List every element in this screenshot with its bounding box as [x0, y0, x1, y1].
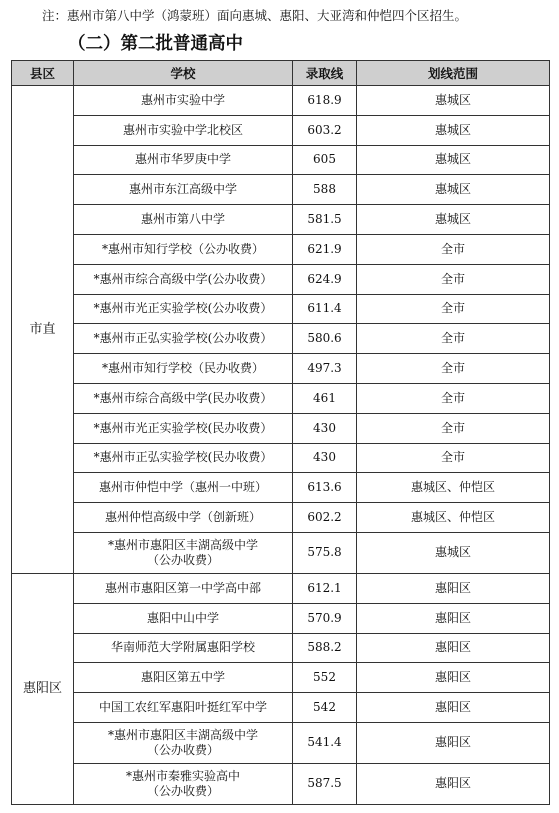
table-row [12, 763, 550, 804]
range-cell: 全市 [357, 234, 550, 264]
score-cell: 497.3 [293, 354, 357, 384]
school-cell: 惠阳中山中学 [74, 603, 293, 633]
table-row [12, 503, 550, 533]
table-row [12, 413, 550, 443]
range-cell: 全市 [357, 383, 550, 413]
school-cell: 华南师范大学附属惠阳学校 [74, 633, 293, 663]
county-cell: 市直 [12, 86, 74, 574]
range-cell: 惠阳区 [357, 603, 550, 633]
table-row [12, 573, 550, 603]
range-cell: 全市 [357, 264, 550, 294]
score-cell: 575.8 [293, 532, 357, 573]
admission-table [11, 60, 550, 805]
header-range: 划线范围 [357, 61, 550, 86]
range-cell: 惠城区 [357, 115, 550, 145]
score-cell: 618.9 [293, 86, 357, 116]
table-row [12, 205, 550, 235]
score-cell: 430 [293, 413, 357, 443]
school-cell: 惠州市仲恺中学（惠州一中班） [74, 473, 293, 503]
score-cell: 621.9 [293, 234, 357, 264]
table-row [12, 115, 550, 145]
county-cell: 惠阳区 [12, 573, 74, 804]
range-cell: 惠城区 [357, 175, 550, 205]
range-cell: 惠阳区 [357, 722, 550, 763]
table-row [12, 383, 550, 413]
score-cell: 612.1 [293, 573, 357, 603]
table-row [12, 603, 550, 633]
table-row [12, 145, 550, 175]
score-cell: 541.4 [293, 722, 357, 763]
table-header-row [12, 61, 550, 86]
range-cell: 全市 [357, 413, 550, 443]
table-row [12, 86, 550, 116]
table-body [12, 86, 550, 805]
table-row [12, 264, 550, 294]
school-cell: 惠州市惠阳区第一中学高中部 [74, 573, 293, 603]
score-cell: 624.9 [293, 264, 357, 294]
school-cell: *惠州市综合高级中学(民办收费） [74, 383, 293, 413]
school-cell: 惠阳区第五中学 [74, 663, 293, 693]
range-cell: 惠城区 [357, 145, 550, 175]
score-cell: 602.2 [293, 503, 357, 533]
range-cell: 惠阳区 [357, 573, 550, 603]
school-cell: *惠州市光正实验学校(公办收费） [74, 294, 293, 324]
school-cell: 惠州市实验中学 [74, 86, 293, 116]
header-score: 录取线 [293, 61, 357, 86]
table-row [12, 532, 550, 573]
school-cell: 惠州市东江高级中学 [74, 175, 293, 205]
range-cell: 全市 [357, 294, 550, 324]
range-cell: 惠阳区 [357, 693, 550, 723]
range-cell: 惠城区 [357, 86, 550, 116]
table-row [12, 354, 550, 384]
school-cell: *惠州市正弘实验学校(公办收费） [74, 324, 293, 354]
score-cell: 461 [293, 383, 357, 413]
score-cell: 581.5 [293, 205, 357, 235]
score-cell: 611.4 [293, 294, 357, 324]
table-row [12, 693, 550, 723]
range-cell: 惠城区 [357, 532, 550, 573]
school-cell: *惠州市知行学校（民办收费） [74, 354, 293, 384]
table-row [12, 663, 550, 693]
score-cell: 570.9 [293, 603, 357, 633]
score-cell: 588 [293, 175, 357, 205]
table-row [12, 234, 550, 264]
range-cell: 惠阳区 [357, 763, 550, 804]
school-cell: *惠州市光正实验学校(民办收费） [74, 413, 293, 443]
school-cell: *惠州市综合高级中学(公办收费） [74, 264, 293, 294]
score-cell: 430 [293, 443, 357, 473]
table-row [12, 443, 550, 473]
table-row [12, 722, 550, 763]
school-cell: 惠州市第八中学 [74, 205, 293, 235]
range-cell: 全市 [357, 354, 550, 384]
score-cell: 542 [293, 693, 357, 723]
school-cell: 惠州市实验中学北校区 [74, 115, 293, 145]
range-cell: 全市 [357, 443, 550, 473]
range-cell: 全市 [357, 324, 550, 354]
table-row [12, 175, 550, 205]
school-cell: *惠州市惠阳区丰湖高级中学 （公办收费） [74, 722, 293, 763]
range-cell: 惠城区 [357, 205, 550, 235]
table-row [12, 473, 550, 503]
school-cell: *惠州市惠阳区丰湖高级中学 （公办收费） [74, 532, 293, 573]
section-heading: （二）第二批普通高中 [68, 34, 243, 54]
school-cell: *惠州市秦雅实验高中 （公办收费） [74, 763, 293, 804]
school-cell: 惠州仲恺高级中学（创新班） [74, 503, 293, 533]
score-cell: 613.6 [293, 473, 357, 503]
header-school: 学校 [74, 61, 293, 86]
score-cell: 580.6 [293, 324, 357, 354]
range-cell: 惠阳区 [357, 663, 550, 693]
table-row [12, 294, 550, 324]
school-cell: *惠州市知行学校（公办收费） [74, 234, 293, 264]
admission-note: 注：惠州市第八中学（鸿蒙班）面向惠城、惠阳、大亚湾和仲恺四个区招生。 [42, 8, 468, 23]
score-cell: 605 [293, 145, 357, 175]
score-cell: 588.2 [293, 633, 357, 663]
range-cell: 惠城区、仲恺区 [357, 473, 550, 503]
score-cell: 552 [293, 663, 357, 693]
score-cell: 603.2 [293, 115, 357, 145]
score-cell: 587.5 [293, 763, 357, 804]
table-row [12, 633, 550, 663]
school-cell: 惠州市华罗庚中学 [74, 145, 293, 175]
school-cell: *惠州市正弘实验学校(民办收费） [74, 443, 293, 473]
range-cell: 惠阳区 [357, 633, 550, 663]
table-row [12, 324, 550, 354]
header-county: 县区 [12, 61, 74, 86]
range-cell: 惠城区、仲恺区 [357, 503, 550, 533]
school-cell: 中国工农红军惠阳叶挺红军中学 [74, 693, 293, 723]
